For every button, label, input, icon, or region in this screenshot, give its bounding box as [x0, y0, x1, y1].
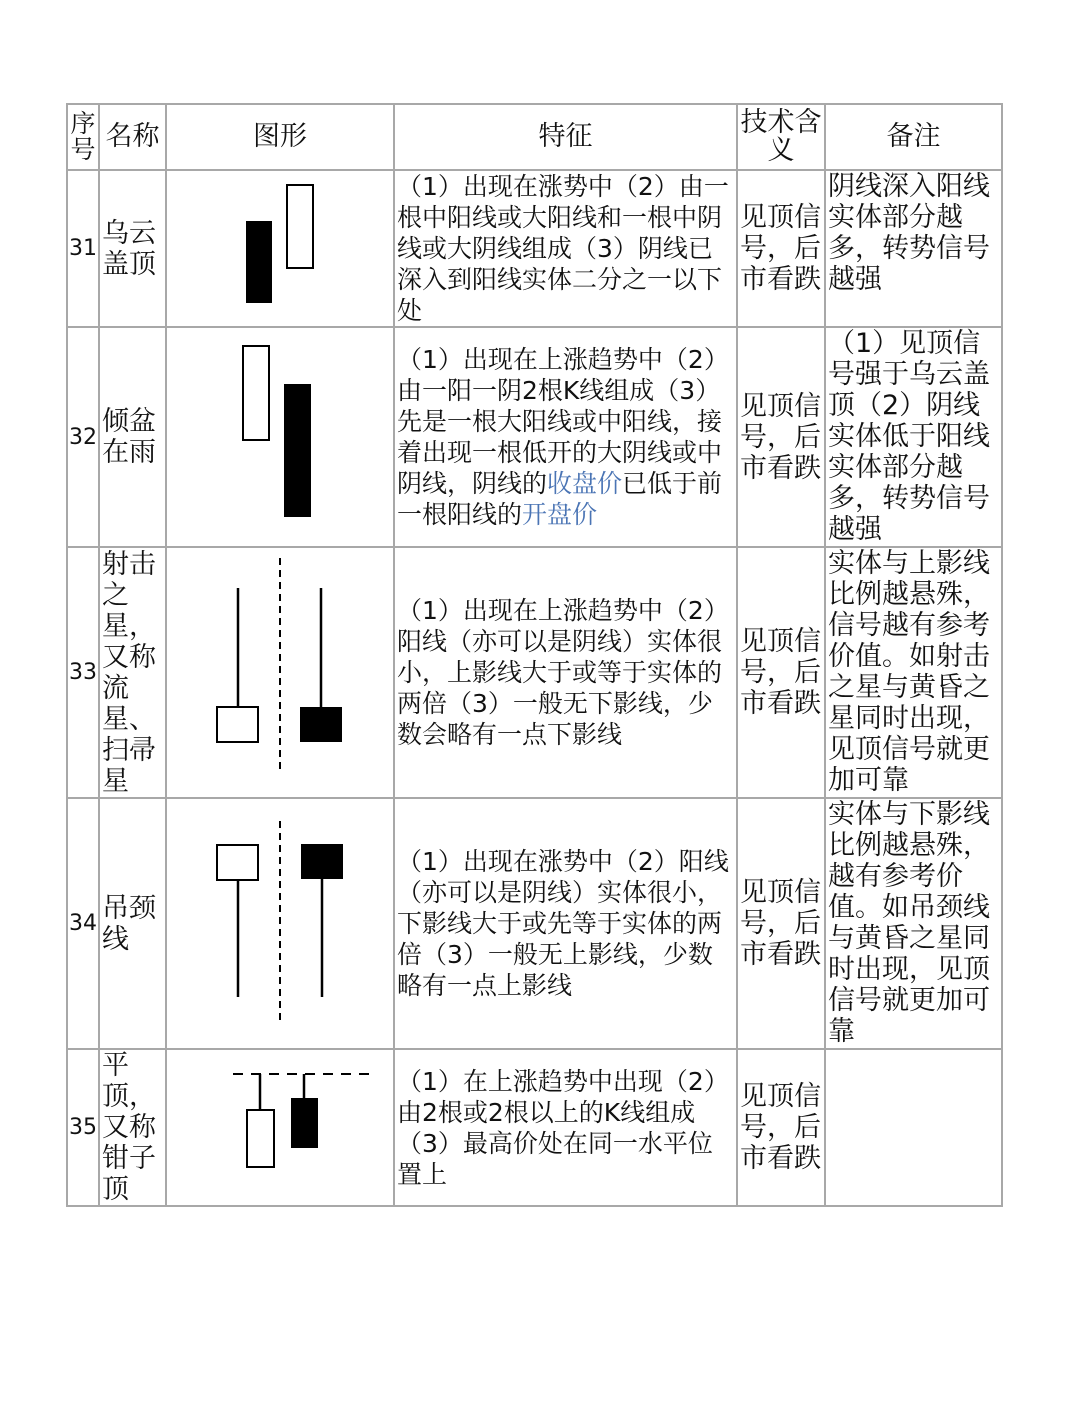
heavy-rain-icon: [167, 328, 394, 546]
bullish-candle: [243, 346, 269, 440]
bullish-candle: [287, 185, 313, 268]
pattern-figure-hanging-man: [166, 798, 394, 1049]
open-price-link[interactable]: 开盘价: [522, 500, 598, 529]
hanging-man-icon: [167, 799, 394, 1048]
pattern-figure-shooting-star: [166, 547, 394, 798]
header-row: [67, 104, 1002, 170]
bearish-candle: [291, 1098, 318, 1148]
row-tech: 见顶信号，后市看跌: [737, 327, 825, 547]
row-tech: 见顶信号，后市看跌: [737, 547, 825, 798]
pattern-figure-tweezer-top: [166, 1049, 394, 1206]
tweezer-top-icon: [167, 1050, 394, 1205]
header-feature: 特征: [394, 104, 737, 170]
pattern-figure-dark-cloud-cover: [166, 170, 394, 327]
row-name: 吊颈 线: [99, 798, 166, 1049]
row-tech: 见顶信号，后市看跌: [737, 798, 825, 1049]
row-feature: （1）出现在涨势中（2）由一根中阳线或大阳线和一根中阴线或大阴线组成（3）阴线已深入到阳线实体二分之一以下处: [394, 170, 737, 327]
feature-text: 已低于前一根阳线的: [397, 469, 723, 529]
dark-cloud-cover-icon: [167, 171, 394, 326]
row-note: [825, 1049, 1002, 1206]
table-row: [67, 547, 1002, 798]
pattern-figure-bearish-engulf: [166, 327, 394, 547]
header-note: 备注: [825, 104, 1002, 170]
row-tech: 见顶信号，后市看跌: [737, 1049, 825, 1206]
bearish-candle: [246, 221, 272, 303]
row-seq: 31: [67, 170, 99, 327]
row-name: 射击 之 星， 又称 流 星、 扫帚 星: [99, 547, 166, 798]
row-note: 实体与下影线比例越悬殊，越有参考价值。如吊颈线与黄昏之星同时出现，见顶信号就更加可靠: [825, 798, 1002, 1049]
header-name: 名称: [99, 104, 166, 170]
bullish-candle: [217, 845, 258, 880]
table-row: [67, 1049, 1002, 1206]
row-seq: 32: [67, 327, 99, 547]
close-price-link[interactable]: 收盘价: [547, 469, 623, 498]
row-note: 实体与上影线比例越悬殊，信号越有参考价值。如射击之星与黄昏之星同时出现，见顶信号就更加可靠: [825, 547, 1002, 798]
bearish-candle: [301, 844, 343, 879]
shooting-star-icon: [167, 548, 394, 797]
row-name: 平 顶， 又称 钳子 顶: [99, 1049, 166, 1206]
header-tech: 技术含 义: [737, 104, 825, 170]
row-feature: （1）出现在上涨趋势中（2）阳线（亦可以是阴线）实体很小，上影线大于或等于实体的两倍（3）一般无下影线，少数会略有一点下影线: [394, 547, 737, 798]
table-row: [67, 170, 1002, 327]
row-seq: 34: [67, 798, 99, 1049]
bearish-candle: [300, 707, 342, 742]
row-feature: [394, 327, 737, 547]
table-row: [67, 327, 1002, 547]
header-seq: 序 号: [67, 104, 99, 170]
row-name: 倾盆 在雨: [99, 327, 166, 547]
feature-text: （1）出现在上涨趋势中（2）由一阳一阴2根K线组成（3）先是一根大阳线或中阳线，接着出现一根低开的大阴线或中阴线，阴线的: [397, 345, 729, 498]
row-seq: 35: [67, 1049, 99, 1206]
candlestick-pattern-table: [66, 103, 1003, 1207]
bearish-candle: [284, 384, 311, 517]
row-seq: 33: [67, 547, 99, 798]
row-feature: （1）出现在涨势中（2）阳线（亦可以是阴线）实体很小，下影线大于或先等于实体的两倍（3）一般无上影线，少数略有一点上影线: [394, 798, 737, 1049]
row-feature: （1）在上涨趋势中出现（2）由2根或2根以上的K线组成（3）最高价处在同一水平位置上: [394, 1049, 737, 1206]
row-note: （1）见顶信号强于乌云盖顶（2）阴线实体低于阳线实体部分越多，转势信号越强: [825, 327, 1002, 547]
row-note: 阴线深入阳线实体部分越多，转势信号越强: [825, 170, 1002, 327]
bullish-candle: [247, 1110, 274, 1167]
row-tech: 见顶信号，后市看跌: [737, 170, 825, 327]
header-figure: 图形: [166, 104, 394, 170]
row-name: 乌云 盖顶: [99, 170, 166, 327]
bullish-candle: [217, 707, 258, 742]
table-row: [67, 798, 1002, 1049]
